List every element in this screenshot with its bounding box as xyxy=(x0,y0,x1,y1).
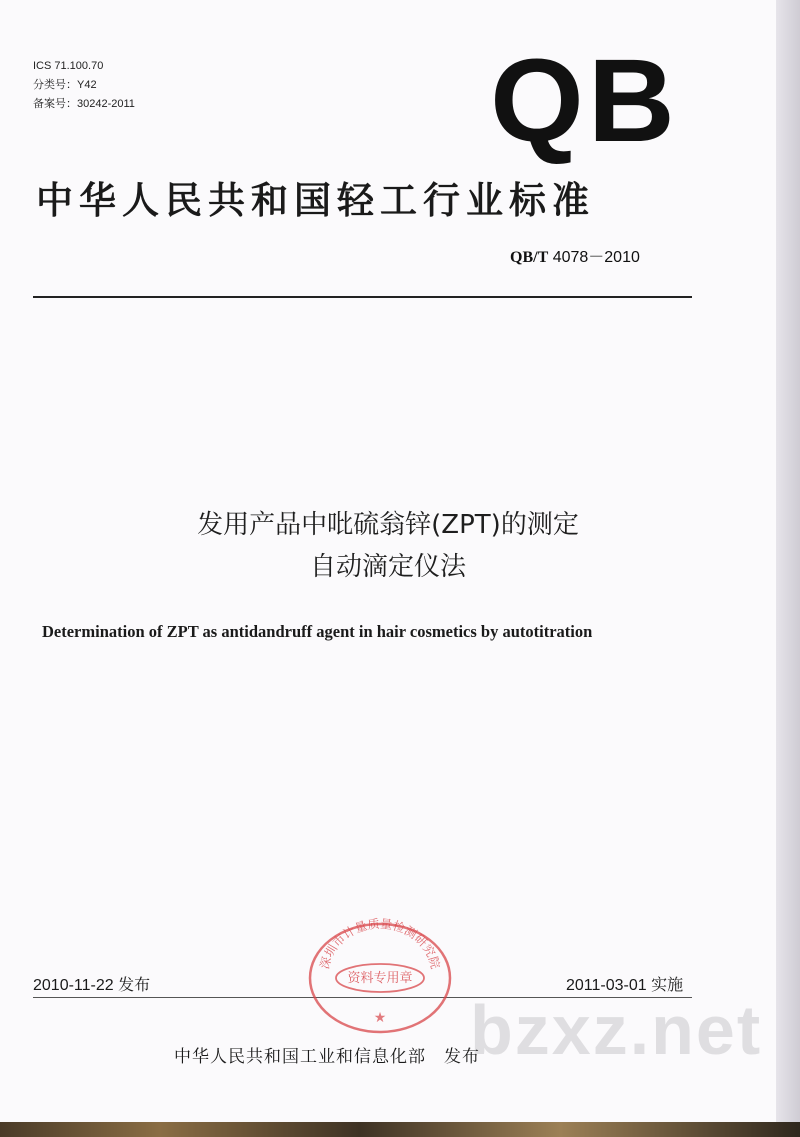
qb-logo: QB xyxy=(490,35,679,167)
standard-prefix: QB/T xyxy=(510,249,549,266)
watermark: bzxz.net xyxy=(470,991,763,1069)
svg-text:资料专用章: 资料专用章 xyxy=(347,971,413,986)
issuing-authority: 中华人民共和国工业和信息化部 发布 xyxy=(174,1047,480,1067)
classification-block xyxy=(33,57,135,114)
document-title-cn-line1: 发用产品中吡硫翁锌(ZPT)的测定 xyxy=(197,510,579,540)
page-edge-shadow xyxy=(776,0,800,1137)
ics-code: ICS 71.100.70 xyxy=(33,60,104,72)
standard-code: 4078－2010 xyxy=(552,249,640,266)
official-seal xyxy=(300,914,460,1034)
standard-number xyxy=(510,244,640,267)
effective-date: 2011-03-01 实施 xyxy=(566,977,684,994)
document-title-en: Determination of ZPT as antidandruff agent in hair cosmetics by autotitration xyxy=(42,622,593,641)
svg-text:★: ★ xyxy=(373,1010,387,1026)
record-number: 备案号：30242-2011 xyxy=(33,98,135,110)
document-title-cn-line2: 自动滴定仪法 xyxy=(309,552,466,582)
scan-bottom-edge xyxy=(0,1122,800,1137)
svg-text:深圳市计量质量检测研究院: 深圳市计量质量检测研究院 xyxy=(317,916,443,971)
standard-body-title: 中华人民共和国轻工行业标准 xyxy=(36,179,595,222)
publish-date: 2010-11-22 发布 xyxy=(33,977,151,994)
category-code: 分类号：Y42 xyxy=(33,79,97,91)
header-divider xyxy=(33,296,692,298)
